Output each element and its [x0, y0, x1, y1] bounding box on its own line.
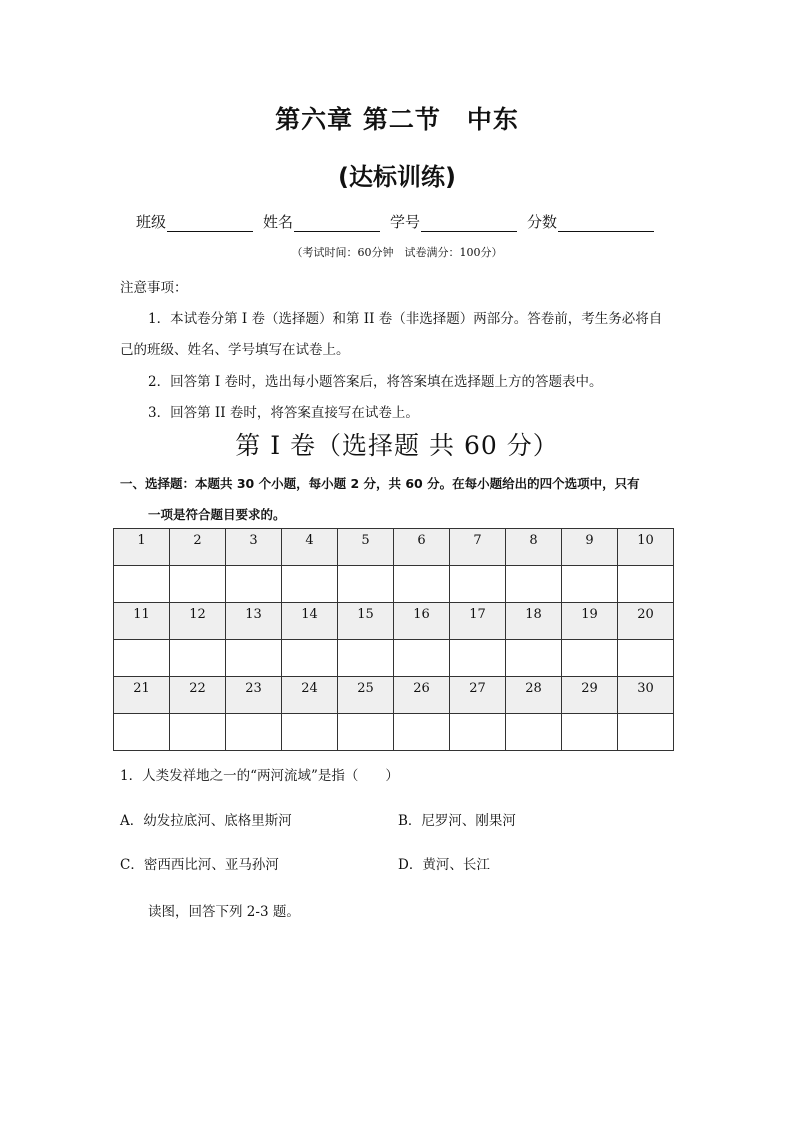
question-number-cell: 30	[618, 677, 674, 714]
answer-table	[113, 528, 674, 751]
answer-cell[interactable]	[282, 714, 338, 751]
answer-cell[interactable]	[450, 566, 506, 603]
notice-item-2: 2．回答第 I 卷时，选出每小题答案后，将答案填在选择题上方的答题表中。	[148, 374, 603, 390]
answer-cell[interactable]	[282, 640, 338, 677]
answer-cell[interactable]	[338, 640, 394, 677]
answer-cell[interactable]	[562, 714, 618, 751]
question-1-option-b: B．尼罗河、刚果河	[398, 813, 516, 829]
answer-cell[interactable]	[506, 566, 562, 603]
question-number-cell: 19	[562, 603, 618, 640]
question-number-cell: 22	[170, 677, 226, 714]
question-number-cell: 10	[618, 529, 674, 566]
name-label: 姓名	[263, 213, 294, 231]
question-number-cell: 17	[450, 603, 506, 640]
notice-item-3: 3．回答第 II 卷时，将答案直接写在试卷上。	[148, 405, 419, 421]
question-number-cell: 23	[226, 677, 282, 714]
question-number-cell: 13	[226, 603, 282, 640]
question-number-cell: 14	[282, 603, 338, 640]
question-1-stem: 1．人类发祥地之一的“两河流域”是指（ ）	[120, 768, 399, 784]
question-number-cell: 4	[282, 529, 338, 566]
section-title: 第 I 卷（选择题 共 60 分）	[235, 431, 559, 460]
exam-time-note: （考试时间：60分钟 试卷满分：100分）	[291, 246, 503, 259]
answer-cell[interactable]	[450, 640, 506, 677]
question-number-cell: 11	[114, 603, 170, 640]
answer-cell[interactable]	[338, 566, 394, 603]
notice-item-1: 1．本试卷分第 I 卷（选择题）和第 II 卷（非选择题）两部分。答卷前，考生务必将自	[148, 311, 663, 327]
notice-item-1-cont: 己的班级、姓名、学号填写在试卷上。	[120, 342, 350, 358]
class-blank[interactable]	[167, 215, 253, 232]
question-number-cell: 9	[562, 529, 618, 566]
answer-cell[interactable]	[114, 640, 170, 677]
question-number-cell: 6	[394, 529, 450, 566]
question-number-cell: 28	[506, 677, 562, 714]
question-1-option-c: C．密西西比河、亚马孙河	[120, 857, 279, 873]
answer-cell[interactable]	[618, 714, 674, 751]
question-number-cell: 26	[394, 677, 450, 714]
question-number-cell: 5	[338, 529, 394, 566]
id-field[interactable]	[390, 211, 517, 232]
question-number-cell: 25	[338, 677, 394, 714]
answer-cell[interactable]	[562, 640, 618, 677]
table-row	[114, 603, 674, 640]
question-1-option-a: A．幼发拉底河、底格里斯河	[120, 813, 292, 829]
answer-cell[interactable]	[618, 640, 674, 677]
table-row	[114, 566, 674, 603]
table-row	[114, 677, 674, 714]
answer-cell[interactable]	[226, 566, 282, 603]
answer-cell[interactable]	[226, 714, 282, 751]
section-instruction-cont: 一项是符合题目要求的。	[148, 507, 286, 522]
answer-cell[interactable]	[170, 566, 226, 603]
answer-cell[interactable]	[394, 566, 450, 603]
name-blank[interactable]	[294, 215, 380, 232]
answer-cell[interactable]	[170, 640, 226, 677]
score-field[interactable]	[527, 211, 654, 232]
table-row	[114, 640, 674, 677]
name-field[interactable]	[263, 211, 380, 232]
answer-cell[interactable]	[338, 714, 394, 751]
question-number-cell: 7	[450, 529, 506, 566]
question-number-cell: 18	[506, 603, 562, 640]
answer-cell[interactable]	[506, 714, 562, 751]
question-number-cell: 16	[394, 603, 450, 640]
id-label: 学号	[390, 213, 421, 231]
question-number-cell: 1	[114, 529, 170, 566]
answer-cell[interactable]	[114, 566, 170, 603]
question-number-cell: 24	[282, 677, 338, 714]
notice-heading: 注意事项：	[120, 280, 188, 296]
read-map-instruction: 读图，回答下列 2-3 题。	[148, 904, 300, 920]
answer-cell[interactable]	[618, 566, 674, 603]
question-number-cell: 29	[562, 677, 618, 714]
table-row	[114, 529, 674, 566]
question-number-cell: 21	[114, 677, 170, 714]
class-field[interactable]	[136, 211, 253, 232]
score-blank[interactable]	[558, 215, 654, 232]
answer-cell[interactable]	[394, 714, 450, 751]
score-label: 分数	[527, 213, 558, 231]
page-subtitle: (达标训练)	[338, 163, 456, 191]
answer-cell[interactable]	[226, 640, 282, 677]
question-number-cell: 27	[450, 677, 506, 714]
table-row	[114, 714, 674, 751]
answer-cell[interactable]	[282, 566, 338, 603]
answer-cell[interactable]	[450, 714, 506, 751]
answer-cell[interactable]	[562, 566, 618, 603]
class-label: 班级	[136, 213, 167, 231]
answer-cell[interactable]	[170, 714, 226, 751]
question-number-cell: 12	[170, 603, 226, 640]
section-instruction: 一、选择题：本题共 30 个小题，每小题 2 分，共 60 分。在每小题给出的四个选项中，只有	[120, 476, 640, 491]
question-number-cell: 15	[338, 603, 394, 640]
question-number-cell: 2	[170, 529, 226, 566]
question-number-cell: 20	[618, 603, 674, 640]
question-number-cell: 8	[506, 529, 562, 566]
answer-cell[interactable]	[114, 714, 170, 751]
answer-cell[interactable]	[394, 640, 450, 677]
question-1-option-d: D．黄河、长江	[398, 857, 490, 873]
student-info-row	[136, 211, 676, 232]
page-title: 第六章 第二节 中东	[275, 105, 519, 134]
question-number-cell: 3	[226, 529, 282, 566]
answer-cell[interactable]	[506, 640, 562, 677]
id-blank[interactable]	[421, 215, 517, 232]
